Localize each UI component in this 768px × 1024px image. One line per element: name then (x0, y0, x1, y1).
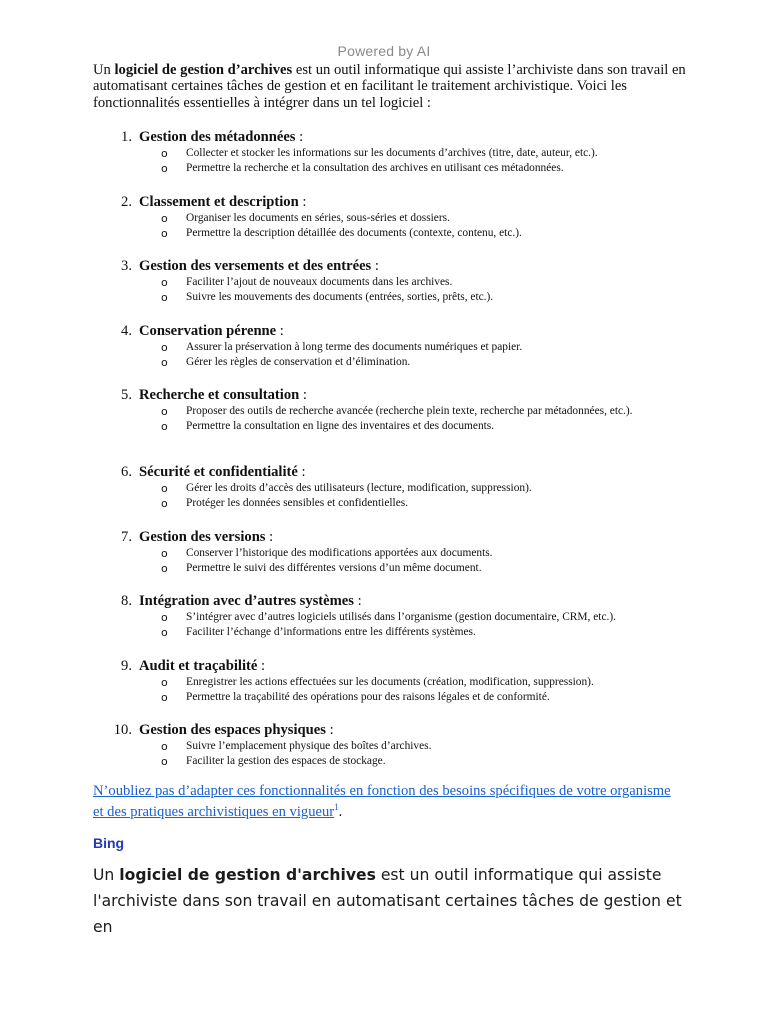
feature-title-suffix: : (297, 464, 306, 480)
feature-subitem-text: Faciliter la gestion des espaces de stockage. (186, 755, 386, 768)
feature-subitem-text: Permettre le suivi des différentes versions d’un même document. (186, 561, 482, 574)
feature-title: Recherche et consultation (139, 387, 300, 403)
feature-title: Classement et description (139, 193, 299, 210)
feature-item (0, 463, 768, 528)
feature-item (0, 193, 768, 258)
feature-number: 6. (121, 464, 132, 480)
feature-subitem-text: Assurer la préservation à long terme des documents numériques et papier. (186, 340, 523, 353)
circle-bullet-icon: o (161, 740, 168, 753)
feature-subitem-text: Proposer des outils de recherche avancée (recherche plein texte, recherche par métadonnées, etc.). (186, 405, 633, 417)
feature-title: Audit et traçabilité (139, 657, 258, 674)
circle-bullet-icon: o (161, 211, 168, 225)
feature-number: 8. (121, 593, 132, 609)
bing-prefix: Un (93, 866, 120, 884)
feature-title: Gestion des espaces physiques (139, 722, 326, 738)
bing-rest: est un outil informatique qui assiste l'archiviste dans son travail en automatisant certaines tâches de gestion et en (93, 866, 682, 936)
feature-heading (139, 463, 306, 481)
feature-title: Sécurité et confidentialité (139, 464, 298, 480)
circle-bullet-icon: o (161, 561, 168, 575)
feature-title-suffix: : (276, 322, 284, 339)
circle-bullet-icon: o (161, 291, 168, 305)
feature-number: 10. (113, 722, 132, 738)
circle-bullet-icon: o (161, 482, 168, 495)
feature-heading (139, 257, 379, 275)
bing-response-text (93, 862, 693, 940)
feature-subitem-text: Permettre la consultation en ligne des inventaires et des documents. (186, 420, 495, 433)
feature-item (0, 322, 768, 387)
circle-bullet-icon: o (161, 340, 168, 354)
feature-item (0, 257, 768, 322)
feature-number: 9. (121, 657, 132, 674)
feature-item (0, 528, 768, 593)
feature-number: 4. (121, 322, 132, 339)
circle-bullet-icon: o (161, 626, 168, 640)
feature-number: 7. (121, 528, 132, 545)
bing-label: Bing (93, 835, 125, 851)
feature-subitem-text: Faciliter l’échange d’informations entre les différents systèmes. (186, 626, 476, 639)
feature-heading (139, 657, 265, 675)
feature-subitem-text: Protéger les données sensibles et confidentielles. (186, 497, 409, 510)
footnote-ref[interactable]: 1 (334, 802, 339, 813)
feature-heading (139, 386, 307, 404)
intro-paragraph (93, 62, 693, 111)
feature-heading (139, 128, 303, 146)
feature-subitem-text: Gérer les droits d’accès des utilisateurs (lecture, modification, suppression). (186, 482, 532, 494)
feature-subitem-text: Suivre les mouvements des documents (entrées, sorties, prêts, etc.). (186, 291, 494, 304)
feature-subitem-text: Faciliter l’ajout de nouveaux documents dans les archives. (186, 276, 453, 288)
feature-number: 1. (121, 129, 132, 145)
circle-bullet-icon: o (161, 755, 168, 769)
feature-title-suffix: : (295, 129, 304, 145)
feature-subitem-text: Enregistrer les actions effectuées sur les documents (création, modification, suppression). (186, 675, 594, 688)
feature-heading (139, 592, 362, 610)
feature-list (0, 128, 768, 786)
feature-subitem-text: Gérer les règles de conservation et d’élimination. (186, 355, 411, 368)
circle-bullet-icon: o (161, 420, 168, 434)
circle-bullet-icon: o (161, 611, 168, 624)
feature-subitem-text: Permettre la traçabilité des opérations pour des raisons légales et de conformité. (186, 690, 550, 703)
circle-bullet-icon: o (161, 497, 168, 511)
feature-title: Gestion des métadonnées (139, 129, 296, 145)
intro-rest: est un outil informatique qui assiste l’archiviste dans son travail en automatisant certaines tâches de gestion et en facilitant le traitement archivistique. Voici les fonctionnalités essentielles à intégrer dans un tel logiciel : (93, 62, 686, 111)
feature-heading (139, 193, 306, 211)
feature-title: Gestion des versements et des entrées (139, 258, 372, 274)
feature-item (0, 657, 768, 722)
feature-subitem-text: Conserver l’historique des modifications apportées aux documents. (186, 546, 493, 559)
closing-note (93, 783, 673, 821)
closing-note-end: . (338, 804, 343, 821)
circle-bullet-icon: o (161, 546, 168, 560)
feature-subitem-text: Permettre la recherche et la consultation des archives en utilisant ces métadonnées. (186, 162, 564, 175)
feature-title-suffix: : (325, 722, 334, 738)
circle-bullet-icon: o (161, 355, 168, 369)
feature-item (0, 128, 768, 193)
intro-prefix: Un (93, 62, 115, 78)
intro-bold-term: logiciel de gestion d’archives (114, 62, 293, 78)
feature-item (0, 386, 768, 463)
feature-title-suffix: : (298, 193, 307, 210)
feature-number: 5. (121, 387, 132, 403)
closing-note-link[interactable]: N’oubliez pas d’adapter ces fonctionnalités en fonction des besoins spécifiques de votre organisme et des pratiques archivistiques en vigueur (93, 783, 671, 821)
feature-title-suffix: : (353, 593, 362, 609)
feature-title: Intégration avec d’autres systèmes (139, 593, 354, 609)
feature-item (0, 721, 768, 786)
feature-subitem-text: Organiser les documents en séries, sous-séries et dossiers. (186, 211, 450, 224)
feature-title-suffix: : (265, 528, 274, 545)
bing-bold-term: logiciel de gestion d'archives (119, 866, 376, 884)
feature-subitem-text: Suivre l’emplacement physique des boîtes d’archives. (186, 740, 432, 752)
feature-subitem-text: Permettre la description détaillée des documents (contexte, contenu, etc.). (186, 226, 522, 239)
feature-title: Gestion des versions (139, 528, 266, 545)
circle-bullet-icon: o (161, 675, 168, 689)
circle-bullet-icon: o (161, 405, 168, 418)
feature-heading (139, 322, 284, 340)
feature-heading (139, 528, 273, 546)
feature-item (0, 592, 768, 657)
circle-bullet-icon: o (161, 226, 168, 240)
circle-bullet-icon: o (161, 276, 168, 289)
feature-heading (139, 721, 334, 739)
feature-title-suffix: : (299, 387, 307, 403)
feature-subitem-text: S’intégrer avec d’autres logiciels utilisés dans l’organisme (gestion documentaire, CRM, etc.). (186, 611, 616, 623)
feature-title-suffix: : (371, 258, 379, 274)
circle-bullet-icon: o (161, 690, 168, 704)
feature-number: 3. (121, 258, 132, 274)
feature-subitem-text: Collecter et stocker les informations sur les documents d’archives (titre, date, auteur, etc.). (186, 147, 598, 159)
feature-title: Conservation pérenne (139, 322, 277, 339)
circle-bullet-icon: o (161, 162, 168, 176)
feature-number: 2. (121, 193, 132, 210)
feature-title-suffix: : (257, 657, 266, 674)
circle-bullet-icon: o (161, 147, 168, 160)
powered-by-label: Powered by AI (337, 43, 431, 59)
